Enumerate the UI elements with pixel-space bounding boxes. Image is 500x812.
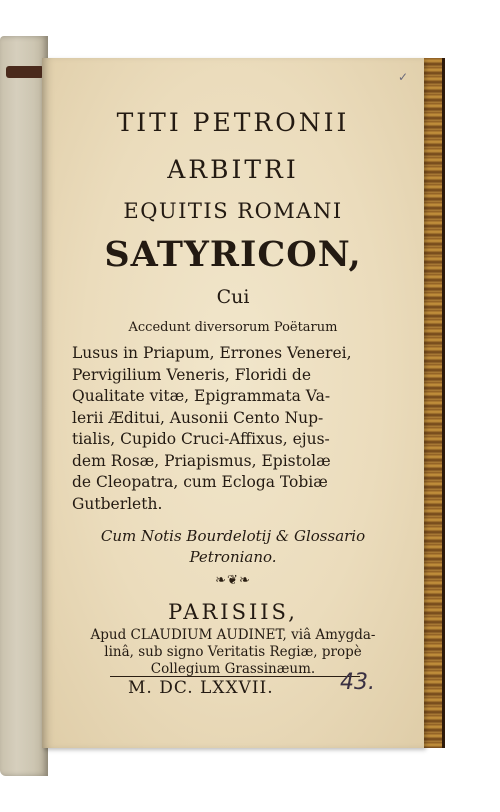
contents-paragraph: Lusus in Priapum, Errones Venerei, Pervigilium Veneris, Floridi de Qualitate vitæ, Epigrammata Va- lerii Æditui, Ausonii Cento Nup- tialis, Cupido Cruci-Affixus, ejus- dem Rosæ, Priapismus, Epistolæ de Cleopatra, cum Ecloga Tobiæ Gutberleth.	[72, 344, 352, 513]
imprint-publisher: Apud CLAUDIUM AUDINET, viâ Amygda- linâ, sub signo Veritatis Regiæ, propè Collegium Grassinæum.	[90, 627, 376, 677]
subtitle-accedunt: Accedunt diversorum Poëtarum	[128, 320, 338, 335]
author-cognomen: ARBITRI	[167, 155, 299, 184]
book-title: SATYRICON,	[104, 234, 362, 275]
pencil-mark: ✓	[397, 70, 408, 84]
notes-line: Cum Notis Bourdelotij & Glossario Petroniano.	[100, 527, 366, 566]
imprint-city: PARISIIS,	[168, 600, 298, 624]
imprint-date: M. DC. LXXVII.	[128, 678, 274, 698]
handwritten-number: 43.	[340, 670, 375, 695]
author-rank: EQUITIS ROMANI	[123, 199, 343, 223]
printers-ornament-icon: ❧❦❧	[215, 573, 251, 588]
divider-rule	[110, 676, 360, 677]
title-page	[42, 58, 424, 748]
subtitle-cui: Cui	[216, 286, 250, 308]
flyleaf	[0, 36, 48, 776]
binding-edge	[6, 66, 44, 78]
author-line: TITI PETRONII	[116, 108, 350, 137]
